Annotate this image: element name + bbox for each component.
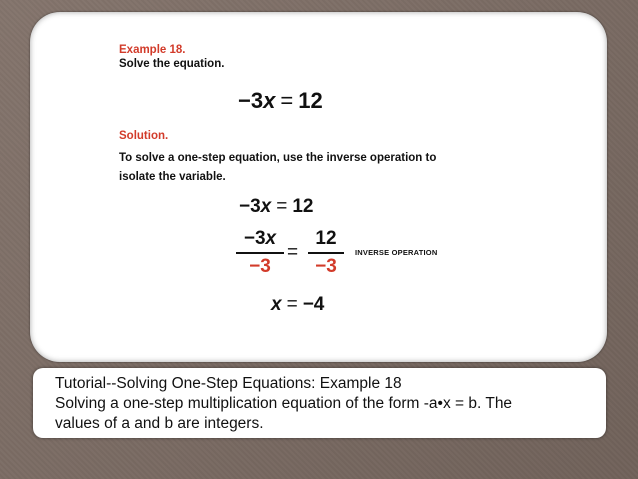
step3-equation <box>271 294 324 316</box>
step1-coef: −3 <box>239 196 261 217</box>
step2-right-denominator: −3 <box>315 255 337 277</box>
step3-equals: = <box>286 294 298 315</box>
main-equation-coef: −3 <box>238 88 264 113</box>
step1-rhs: 12 <box>292 196 314 217</box>
step2-left-fraction <box>236 228 284 278</box>
step2-right-numerator: 12 <box>315 228 337 249</box>
solution-text-line-2: isolate the variable. <box>119 171 226 183</box>
step3-var: x <box>271 294 282 315</box>
step2-left-numerator <box>236 228 284 250</box>
step2-right-fraction <box>308 228 344 278</box>
main-equation-rhs: 12 <box>298 88 323 113</box>
solution-label: Solution. <box>119 130 169 142</box>
main-equation-equals: = <box>280 88 294 113</box>
caption-text <box>55 374 596 434</box>
step1-equation <box>239 196 314 218</box>
step1-equals: = <box>276 196 288 217</box>
slide-image <box>30 12 607 362</box>
solution-text-line-1: To solve a one-step equation, use the inverse operation to <box>119 152 437 164</box>
caption-title: Tutorial--Solving One-Step Equations: Example 18 <box>55 375 402 392</box>
step1-var: x <box>260 196 272 217</box>
step2-right-fraction-bar <box>308 252 344 254</box>
caption-description-line-2: values of a and b are integers. <box>55 415 264 432</box>
main-equation <box>238 88 323 114</box>
caption-box <box>33 368 606 438</box>
caption-description-line-1: Solving a one-step multiplication equation of the form -a•x = b. The <box>55 395 513 412</box>
inverse-operation-label: INVERSE OPERATION <box>355 248 438 257</box>
step3-rhs: −4 <box>302 294 325 315</box>
example-title: Example 18. <box>119 44 186 56</box>
step2-left-denominator: −3 <box>249 255 271 277</box>
slide-content <box>30 12 607 362</box>
instruction-text: Solve the equation. <box>119 58 225 70</box>
step2-equals: = <box>287 242 299 263</box>
main-equation-var: x <box>263 88 276 113</box>
step2-left-num-coef: −3 <box>243 228 266 249</box>
step2-left-fraction-bar <box>236 252 284 254</box>
step2-left-num-var: x <box>265 228 277 249</box>
